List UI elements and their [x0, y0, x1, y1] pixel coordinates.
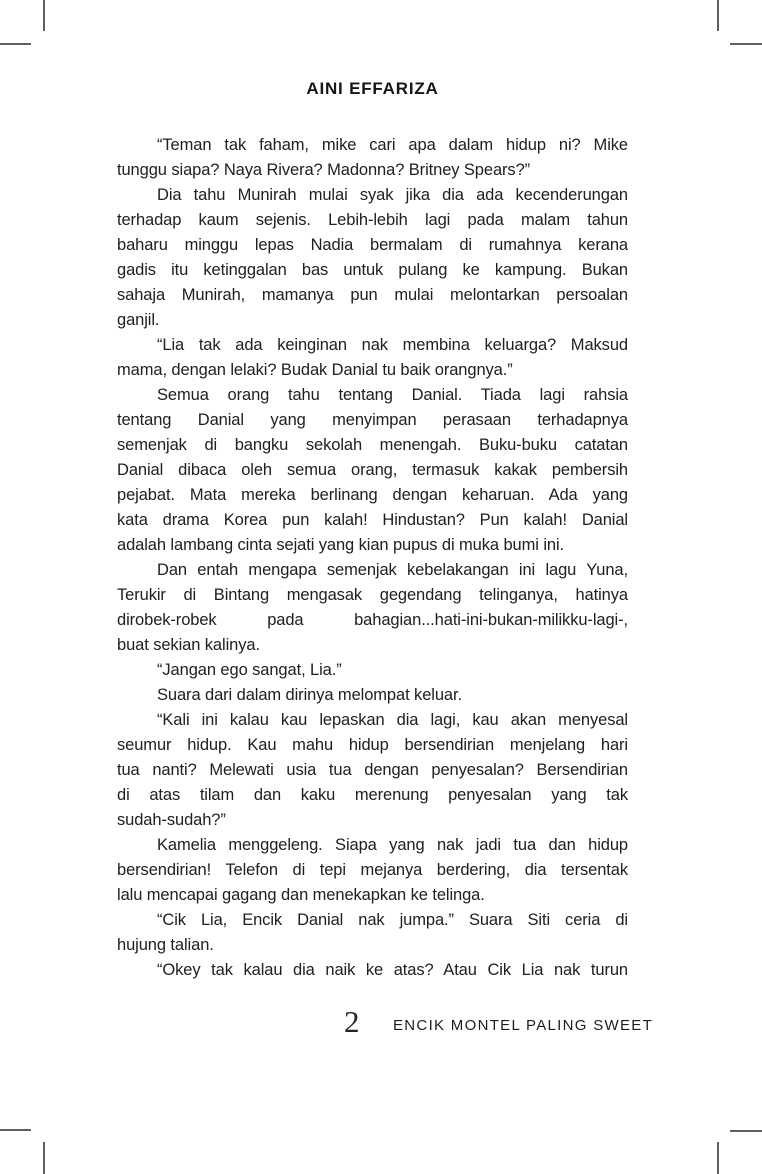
paragraph — [117, 183, 628, 333]
text-line: “Jangan ego sangat, Lia.” — [157, 661, 342, 679]
text-line: Danial dibaca oleh semua orang, termasuk kakak pembersih — [117, 461, 628, 479]
text-line: terhadap kaum sejenis. Lebih-lebih lagi pada malam tahun — [117, 211, 628, 229]
text-line: sudah-sudah?” — [117, 811, 226, 829]
text-line: semenjak di bangku sekolah menengah. Buku-buku catatan — [117, 436, 628, 454]
text-line: “Cik Lia, Encik Danial nak jumpa.” Suara Siti ceria di — [157, 911, 628, 929]
paragraph — [117, 708, 628, 833]
text-line: ganjil. — [117, 311, 160, 329]
text-line: “Lia tak ada keinginan nak membina keluarga? Maksud — [157, 336, 628, 354]
text-line: “Okey tak kalau dia naik ke atas? Atau Cik Lia nak turun — [157, 961, 628, 979]
text-line: bersendirian! Telefon di tepi mejanya berdering, dia tersentak — [117, 861, 628, 879]
text-line: dirobek-robek pada bahagian...hati-ini-bukan-milikku-lagi-, — [117, 611, 628, 629]
crop-mark-bottom-right-horizontal — [730, 1130, 762, 1132]
paragraph — [117, 133, 628, 183]
text-line: Semua orang tahu tentang Danial. Tiada lagi rahsia — [157, 386, 628, 404]
paragraph — [117, 658, 628, 683]
crop-mark-bottom-left-horizontal — [0, 1129, 31, 1131]
author-running-head: AINI EFFARIZA — [306, 79, 439, 98]
text-line: Dan entah mengapa semenjak kebelakangan ini lagu Yuna, — [157, 561, 628, 579]
text-line: sahaja Munirah, mamanya pun mulai melontarkan persoalan — [117, 286, 628, 304]
text-line: “Kali ini kalau kau lepaskan dia lagi, kau akan menyesal — [157, 711, 628, 729]
text-line: adalah lambang cinta sejati yang kian pupus di muka bumi ini. — [117, 536, 565, 554]
book-title-running-foot: ENCIK MONTEL PALING SWEET — [393, 1017, 654, 1034]
text-line: hujung talian. — [117, 936, 214, 954]
text-line: gadis itu ketinggalan bas untuk pulang ke kampung. Bukan — [117, 261, 628, 279]
text-line: tunggu siapa? Naya Rivera? Madonna? Britney Spears?” — [117, 161, 531, 179]
text-line: baharu minggu lepas Nadia bermalam di rumahnya kerana — [117, 236, 628, 254]
crop-mark-bottom-left-vertical — [43, 1142, 45, 1174]
paragraph — [117, 958, 628, 983]
crop-mark-top-right-horizontal — [730, 43, 762, 45]
text-line: Terukir di Bintang mengasak gegendang telinganya, hatinya — [117, 586, 628, 604]
text-line: Kamelia menggeleng. Siapa yang nak jadi tua dan hidup — [157, 836, 628, 854]
crop-mark-top-left-vertical — [43, 0, 45, 31]
paragraph — [117, 833, 628, 908]
paragraph — [117, 333, 628, 383]
text-line: Dia tahu Munirah mulai syak jika dia ada kecenderungan — [157, 186, 628, 204]
text-line: mama, dengan lelaki? Budak Danial tu baik orangnya.” — [117, 361, 513, 379]
paragraph — [117, 383, 628, 558]
text-line: lalu mencapai gagang dan menekapkan ke telinga. — [117, 886, 485, 904]
crop-mark-top-right-vertical — [717, 0, 719, 31]
paragraph — [117, 558, 628, 658]
text-line: seumur hidup. Kau mahu hidup bersendirian menjelang hari — [117, 736, 628, 754]
paragraph — [117, 908, 628, 958]
crop-mark-bottom-right-vertical — [717, 1142, 719, 1174]
text-line: tentang Danial yang menyimpan perasaan terhadapnya — [117, 411, 628, 429]
text-line: tua nanti? Melewati usia tua dengan penyesalan? Bersendirian — [117, 761, 628, 779]
text-line: Suara dari dalam dirinya melompat keluar. — [157, 686, 462, 704]
text-line: pejabat. Mata mereka berlinang dengan keharuan. Ada yang — [117, 486, 628, 504]
crop-mark-top-left-horizontal — [0, 43, 31, 45]
text-line: kata drama Korea pun kalah! Hindustan? Pun kalah! Danial — [117, 511, 628, 529]
body-text — [117, 133, 628, 983]
page-number: 2 — [344, 1004, 360, 1039]
text-line: “Teman tak faham, mike cari apa dalam hidup ni? Mike — [157, 136, 628, 154]
paragraph — [117, 683, 628, 708]
text-line: buat sekian kalinya. — [117, 636, 260, 654]
text-line: di atas tilam dan kaku merenung penyesalan yang tak — [117, 786, 628, 804]
